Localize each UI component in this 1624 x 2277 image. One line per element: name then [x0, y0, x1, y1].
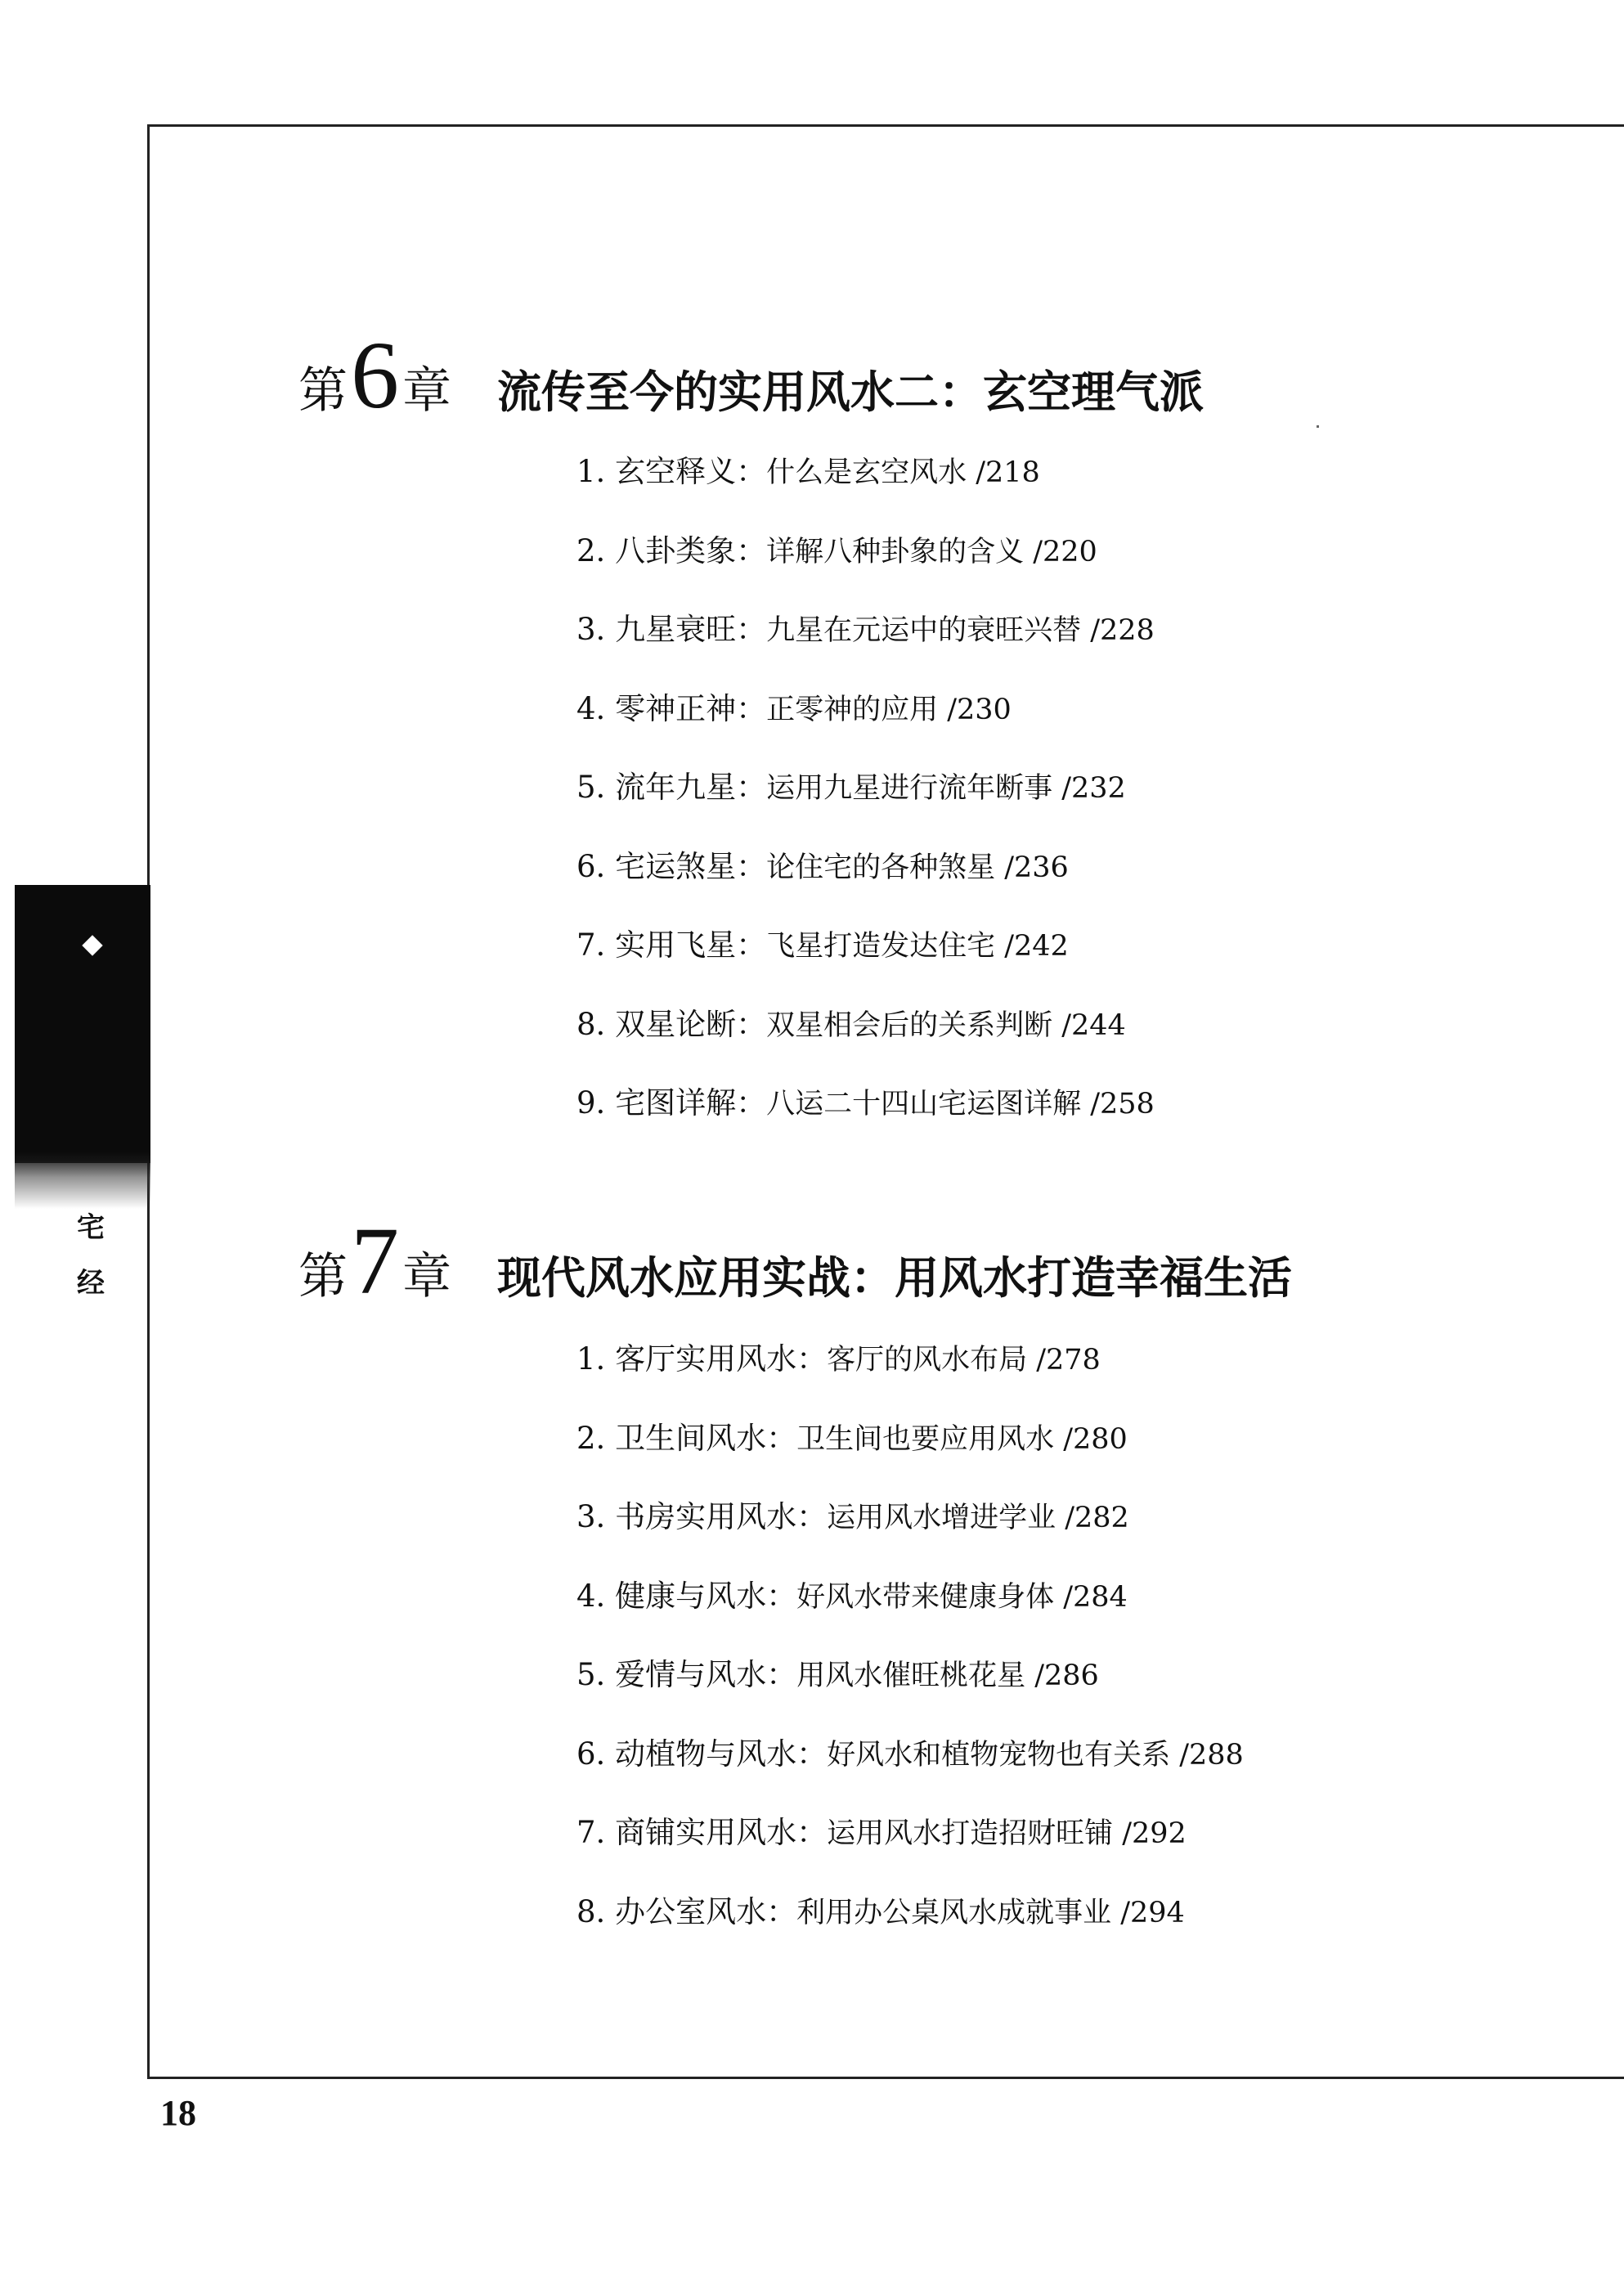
page-number: 18 — [160, 2093, 196, 2133]
toc-item-topic: 八卦类象： — [615, 532, 767, 568]
toc-item-description: 详解八种卦象的含义 /220 — [766, 535, 1097, 568]
toc-item-description: 利用办公桌风水成就事业 /294 — [796, 1896, 1185, 1929]
toc-item-topic: 商铺实用风水： — [615, 1815, 828, 1850]
chapter-7-heading — [298, 1207, 1292, 1314]
toc-item-number: 3. — [576, 1499, 606, 1534]
toc-item-number: 4. — [576, 690, 606, 726]
toc-item-description: 好风水和植物宠物也有关系 /288 — [827, 1738, 1244, 1772]
toc-item-description: 什么是玄空风水 /218 — [766, 456, 1040, 489]
toc-item[interactable] — [576, 454, 1155, 533]
toc-item-topic: 客厅实用风水： — [615, 1341, 828, 1377]
chapter-suffix: 章 — [402, 1248, 451, 1305]
toc-item-number: 7. — [576, 1815, 606, 1850]
toc-item[interactable] — [576, 1007, 1155, 1086]
chapter-6-contents — [576, 454, 1155, 1165]
toc-item[interactable] — [576, 1341, 1244, 1421]
chapter-6-heading — [298, 321, 1204, 429]
toc-item-topic: 动植物与风水： — [615, 1736, 828, 1772]
toc-item-topic: 九星衰旺： — [615, 612, 767, 647]
toc-item-description: 用风水催旺桃花星 /286 — [796, 1659, 1099, 1692]
toc-item[interactable] — [576, 533, 1155, 613]
toc-item-number: 1. — [576, 1341, 606, 1377]
toc-item-description: 运用风水增进学业 /282 — [827, 1502, 1129, 1534]
toc-item-description: 正零神的应用 /230 — [766, 693, 1012, 726]
toc-item-topic: 双星论断： — [615, 1006, 767, 1042]
toc-item-number: 9. — [576, 1085, 606, 1121]
toc-item[interactable] — [576, 1657, 1244, 1736]
toc-item[interactable] — [576, 1579, 1244, 1658]
toc-item-topic: 宅运煞星： — [615, 848, 767, 884]
toc-item[interactable] — [576, 770, 1155, 849]
toc-item-description: 飞星打造发达住宅 /242 — [766, 930, 1069, 963]
chapter-number: 7 — [351, 1207, 399, 1314]
toc-item[interactable] — [576, 1736, 1244, 1816]
side-tab-label-jing: 经 — [77, 1267, 105, 1300]
toc-item[interactable] — [576, 1815, 1244, 1894]
side-tab — [15, 885, 150, 1163]
chapter-number: 6 — [351, 321, 399, 429]
chapter-prefix: 第 — [298, 362, 348, 420]
toc-item-topic: 卫生间风水： — [615, 1420, 797, 1456]
toc-item-description: 八运二十四山宅运图详解 /258 — [766, 1088, 1155, 1121]
toc-item[interactable] — [576, 691, 1155, 770]
toc-item-number: 8. — [576, 1893, 606, 1929]
toc-item-description: 运用风水打造招财旺铺 /292 — [827, 1817, 1187, 1850]
toc-item-topic: 宅图详解： — [615, 1085, 767, 1121]
chapter-title: 流传至今的实用风水二：玄空理气派 — [497, 366, 1204, 418]
toc-item-topic: 健康与风水： — [615, 1578, 797, 1614]
toc-item-description: 九星在元运中的衰旺兴替 /228 — [766, 614, 1155, 647]
toc-item-number: 5. — [576, 1657, 606, 1692]
toc-item-topic: 流年九星： — [615, 770, 767, 805]
toc-item-number: 6. — [576, 1736, 606, 1772]
toc-item-number: 7. — [576, 927, 606, 963]
toc-item[interactable] — [576, 1421, 1244, 1500]
toc-item-topic: 玄空释义： — [615, 454, 767, 489]
toc-item-number: 3. — [576, 612, 606, 647]
toc-item-description: 卫生间也要应用风水 /280 — [796, 1422, 1128, 1456]
toc-item-topic: 实用飞星： — [615, 927, 767, 963]
toc-item[interactable] — [576, 1085, 1155, 1165]
toc-item[interactable] — [576, 927, 1155, 1007]
toc-item[interactable] — [576, 1499, 1244, 1579]
side-tab-label-zhai: 宅 — [77, 1211, 105, 1244]
toc-item-topic: 书房实用风水： — [615, 1499, 828, 1534]
chapter-prefix: 第 — [298, 1248, 348, 1305]
chapter-7-contents — [576, 1341, 1244, 1973]
scan-speck — [1317, 425, 1319, 428]
toc-item-number: 6. — [576, 848, 606, 884]
toc-item-number: 5. — [576, 770, 606, 805]
toc-item-topic: 零神正神： — [615, 690, 767, 726]
toc-item[interactable] — [576, 612, 1155, 691]
toc-item-number: 2. — [576, 532, 606, 568]
toc-item[interactable] — [576, 849, 1155, 928]
chapter-suffix: 章 — [402, 362, 451, 420]
toc-item-description: 客厅的风水布局 /278 — [827, 1344, 1101, 1377]
toc-item-number: 1. — [576, 454, 606, 489]
toc-item[interactable] — [576, 1894, 1244, 1974]
toc-item-topic: 爱情与风水： — [615, 1657, 797, 1692]
toc-item-number: 8. — [576, 1006, 606, 1042]
toc-item-description: 论住宅的各种煞星 /236 — [766, 851, 1069, 884]
chapter-title: 现代风水应用实战：用风水打造幸福生活 — [497, 1251, 1292, 1304]
toc-item-description: 运用九星进行流年断事 /232 — [766, 772, 1126, 805]
toc-item-description: 好风水带来健康身体 /284 — [796, 1580, 1128, 1614]
toc-item-topic: 办公室风水： — [615, 1893, 797, 1929]
toc-item-description: 双星相会后的关系判断 /244 — [766, 1008, 1126, 1042]
side-tab-fade — [15, 1152, 150, 1209]
toc-item-number: 4. — [576, 1578, 606, 1614]
toc-item-number: 2. — [576, 1420, 606, 1456]
